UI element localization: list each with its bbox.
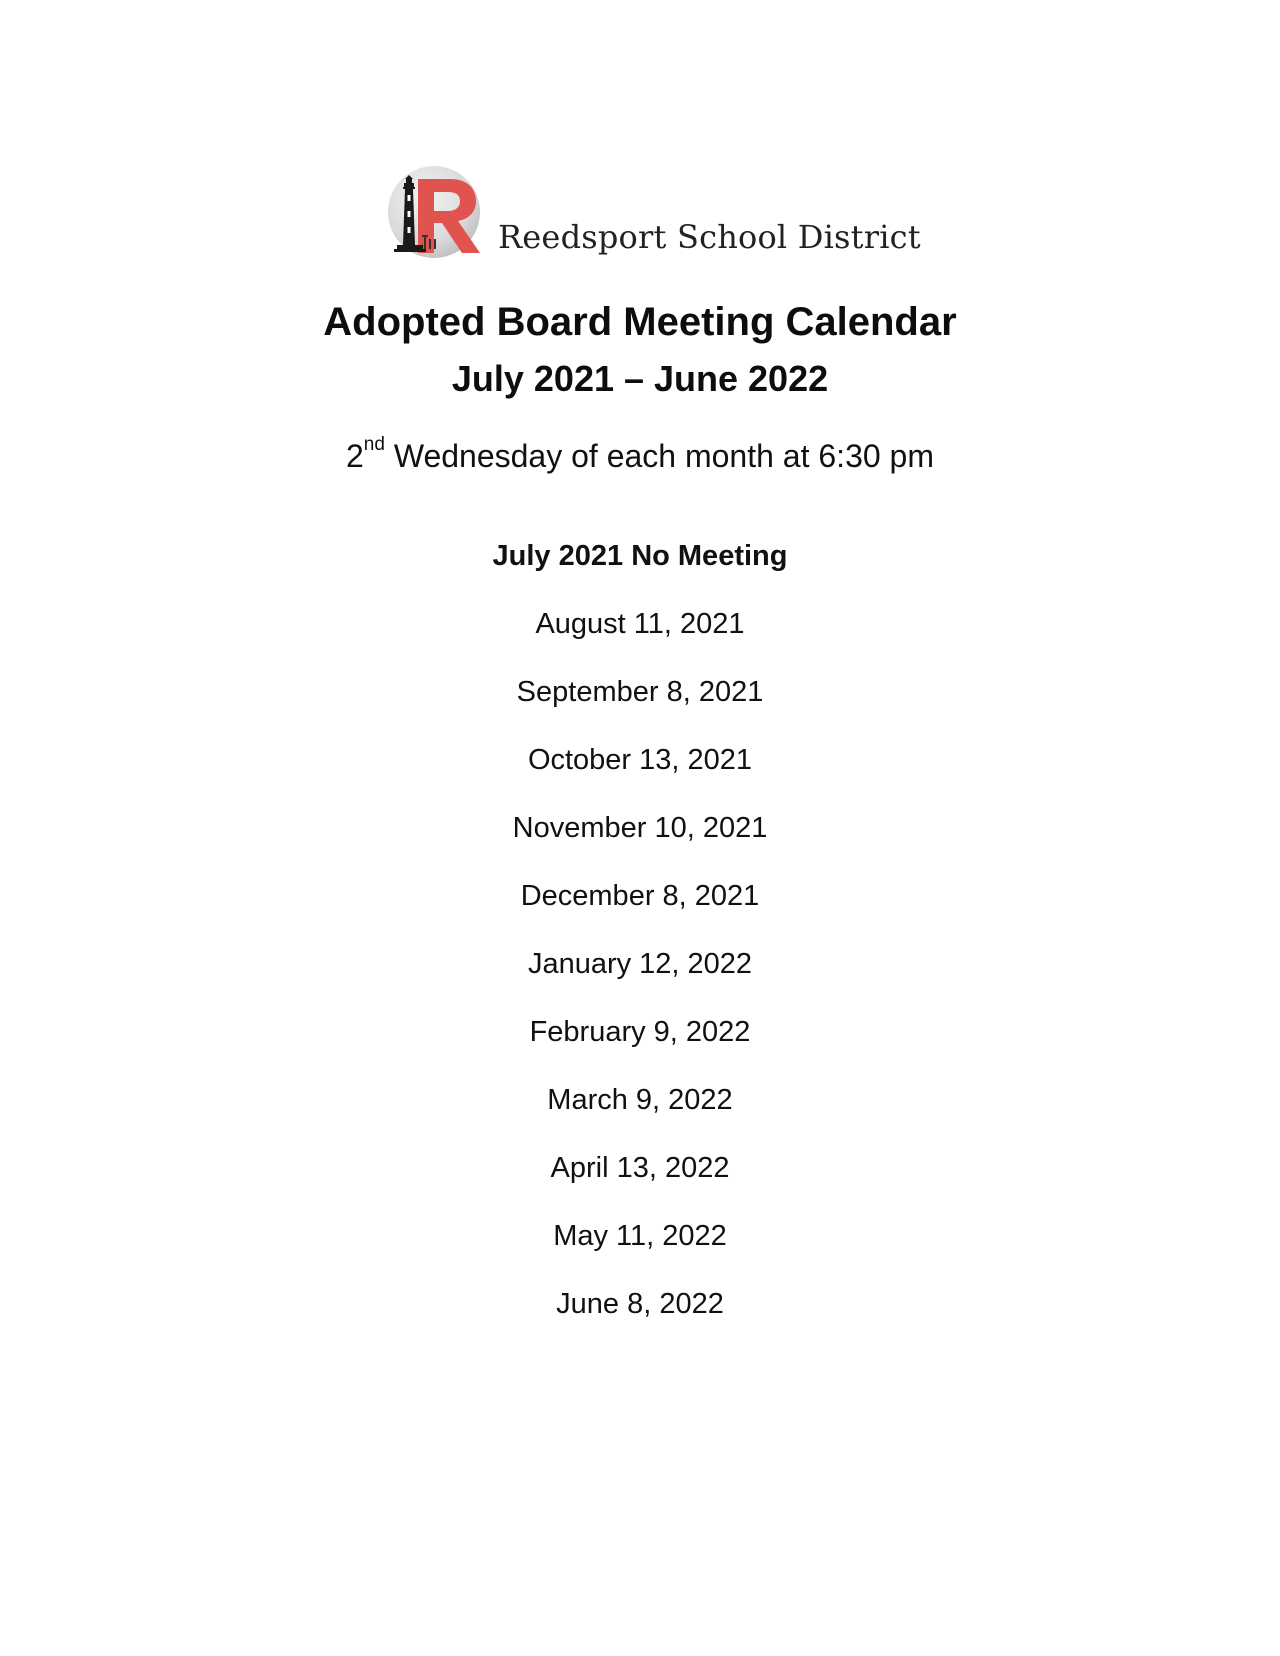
document-subtitle: July 2021 – June 2022 <box>451 358 829 399</box>
district-logo-block <box>384 165 921 265</box>
meeting-date-item: February 9, 2022 <box>529 1016 751 1048</box>
district-name: Reedsport School District <box>498 218 921 256</box>
meeting-date-item: January 12, 2022 <box>527 948 753 980</box>
schedule-text: Wednesday of each month at 6:30 pm <box>384 438 934 474</box>
ordinal-suffix: nd <box>363 434 385 455</box>
meeting-date-item: June 8, 2022 <box>556 1288 724 1320</box>
district-logo <box>384 165 488 261</box>
meeting-date-item: August 11, 2021 <box>535 608 745 640</box>
meeting-date-item: April 13, 2022 <box>550 1152 730 1184</box>
document-title: Adopted Board Meeting Calendar <box>323 300 957 344</box>
meeting-date-item: October 13, 2021 <box>527 744 753 776</box>
meeting-date-item: November 10, 2021 <box>512 812 768 844</box>
meeting-date-item: September 8, 2021 <box>516 676 764 708</box>
meeting-date-item: July 2021 No Meeting <box>492 540 788 572</box>
meeting-date-item: March 9, 2022 <box>547 1084 733 1116</box>
meeting-dates-list <box>0 536 1280 1352</box>
meeting-schedule-note <box>0 434 1280 475</box>
meeting-date-item: May 11, 2022 <box>553 1220 727 1252</box>
ordinal-number: 2 <box>345 438 364 474</box>
meeting-date-item: December 8, 2021 <box>520 880 760 912</box>
